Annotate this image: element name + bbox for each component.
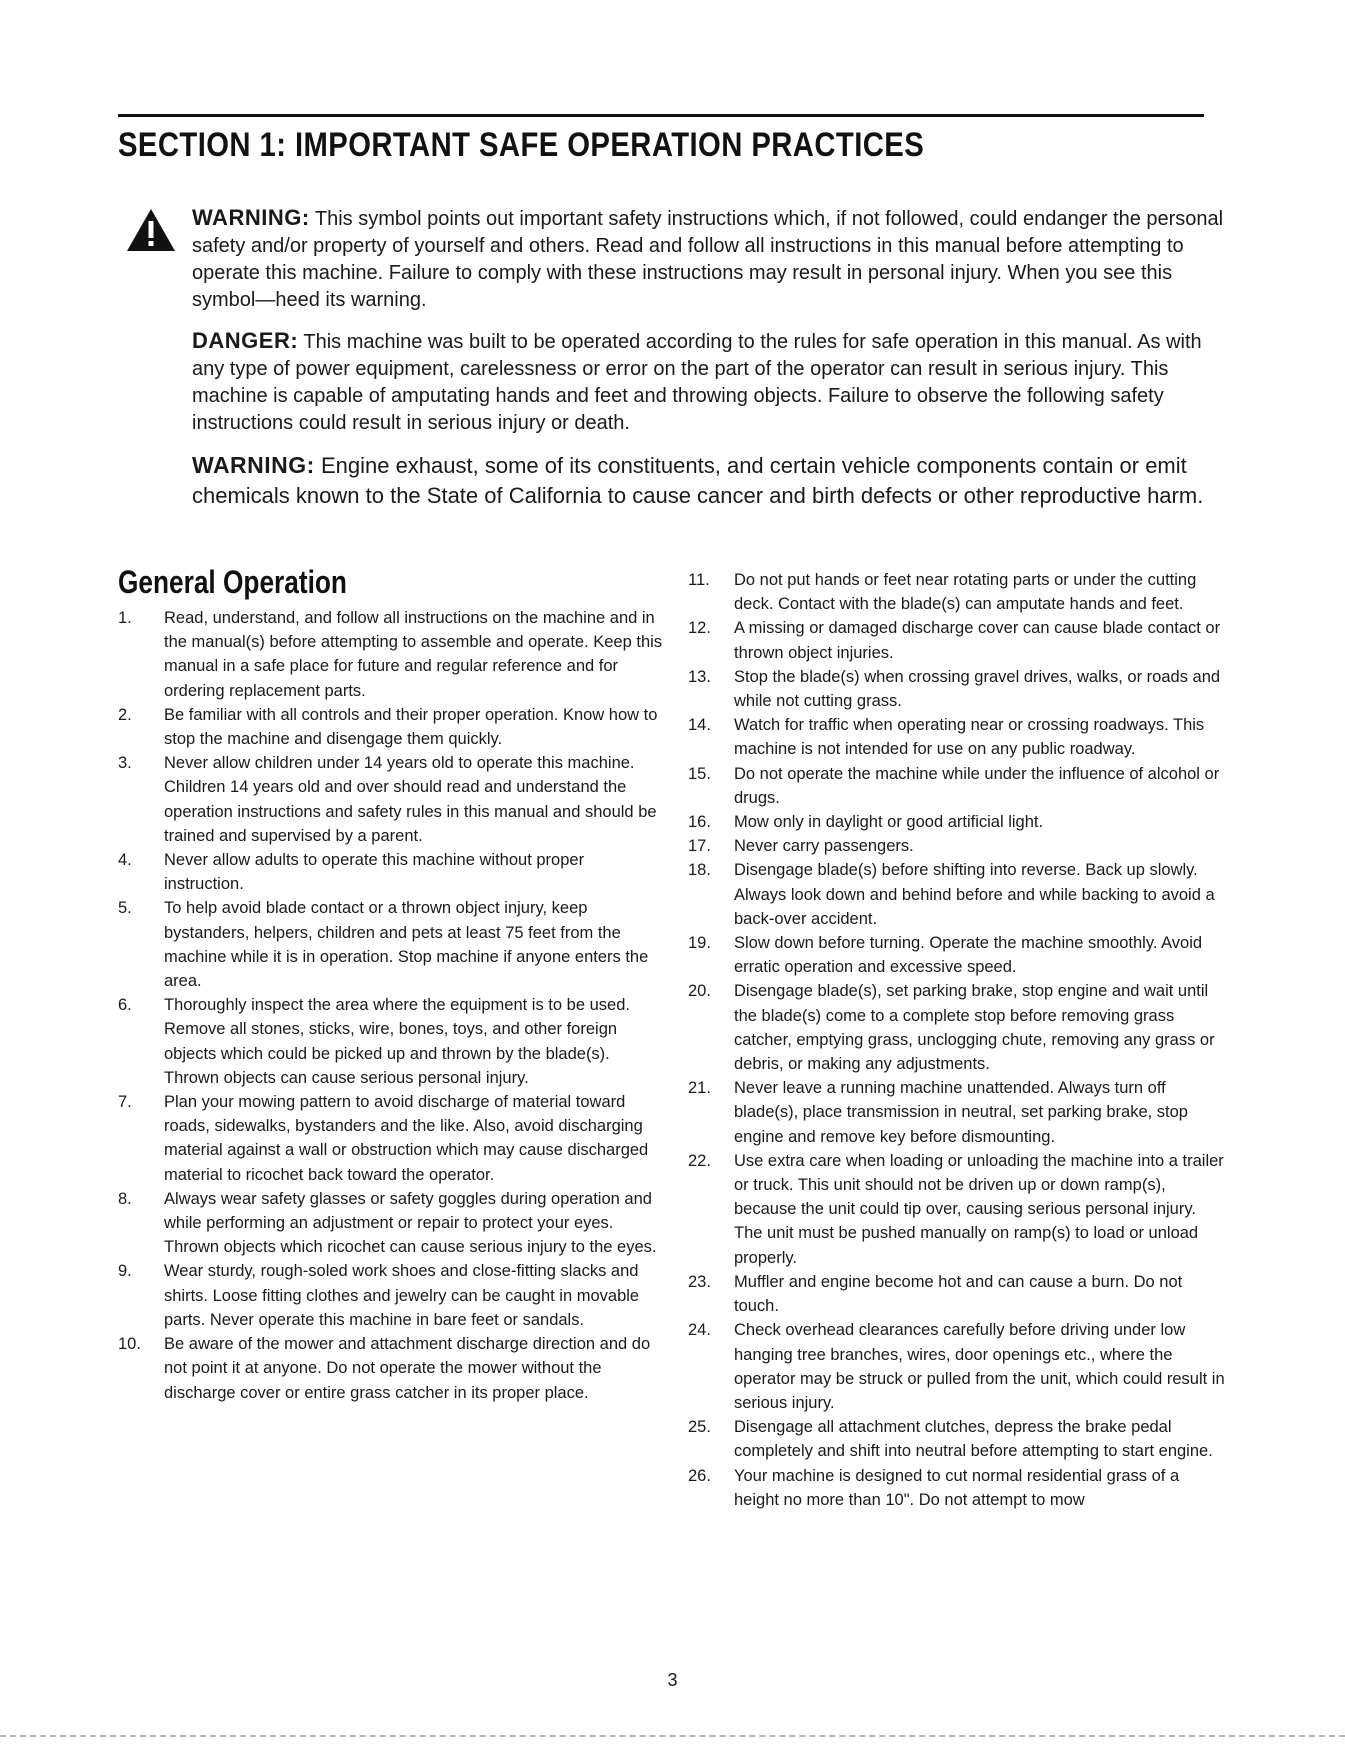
list-item-number: 18. bbox=[688, 861, 711, 880]
list-item-number: 11. bbox=[688, 571, 710, 589]
list-item-text: Disengage all attachment clutches, depress the brake pedal completely and shift into neutral before attempting to start engine. bbox=[734, 1418, 1213, 1461]
list-item bbox=[688, 1464, 1228, 1512]
list-item bbox=[688, 810, 1228, 834]
list-item-number: 7. bbox=[118, 1093, 132, 1112]
section-title: SECTION 1: IMPORTANT SAFE OPERATION PRACTICES bbox=[118, 126, 925, 164]
list-item bbox=[688, 616, 1228, 664]
list-item bbox=[688, 834, 1228, 858]
warning-text: This symbol points out important safety instructions which, if not followed, could endanger the personal safety and/or property of yourself and others. Read and follow all instructions in this manual before attempting to operate this machine. Failure to comply with these instructions may result in personal injury. When you see this symbol—heed its warning. bbox=[192, 208, 1224, 311]
list-item bbox=[118, 896, 663, 993]
list-item-text: Read, understand, and follow all instructions on the machine and in the manual(s) before attempting to assemble and operate. Keep this manual in a safe place for future and regular reference and for ordering replacement parts. bbox=[164, 609, 663, 700]
list-item-text: Muffler and engine become hot and can cause a burn. Do not touch. bbox=[734, 1272, 1183, 1316]
list-item-text: Plan your mowing pattern to avoid discharge of material toward roads, sidewalks, bystanders and the like. Also, avoid discharging material against a wall or obstruction which may cause discharged material to ricochet back toward the operator. bbox=[164, 1093, 649, 1184]
list-item bbox=[118, 848, 663, 896]
danger-notice bbox=[192, 327, 1232, 437]
list-item-number: 4. bbox=[118, 851, 132, 870]
list-item-number: 16. bbox=[688, 813, 711, 832]
list-item-number: 5. bbox=[118, 899, 132, 918]
list-item bbox=[688, 931, 1228, 979]
list-item-text: Use extra care when loading or unloading the machine into a trailer or truck. This unit should not be driven up or down ramp(s), because the unit could tip over, causing serious personal injury. The unit must be pushed manually on ramp(s) to load or unload properly. bbox=[734, 1151, 1224, 1267]
list-item-number: 26. bbox=[688, 1466, 711, 1485]
list-item-text: Do not operate the machine while under the influence of alcohol or drugs. bbox=[734, 764, 1220, 807]
list-item bbox=[118, 703, 663, 751]
list-item bbox=[688, 713, 1228, 761]
list-item bbox=[118, 1259, 663, 1332]
list-item-number: 1. bbox=[118, 609, 132, 627]
list-item bbox=[118, 1187, 663, 1260]
danger-keyword: DANGER: bbox=[192, 328, 299, 353]
list-item-text: Thoroughly inspect the area where the equipment is to be used. Remove all stones, sticks, wire, bones, toys, and other foreign objects which could be picked up and thrown by the blade(s). Thrown objects can cause serious personal injury. bbox=[164, 996, 630, 1087]
top-rule bbox=[118, 114, 1204, 117]
list-item-text: Slow down before turning. Operate the machine smoothly. Avoid erratic operation and excessive speed. bbox=[734, 934, 1203, 977]
list-item-text: A missing or damaged discharge cover can cause blade contact or thrown object injuries. bbox=[734, 619, 1221, 662]
list-item-text: Do not put hands or feet near rotating parts or under the cutting deck. Contact with the blade(s) can amputate hands and feet. bbox=[734, 571, 1197, 614]
list-item bbox=[688, 665, 1228, 713]
list-item bbox=[118, 1090, 663, 1187]
list-item-text: Always wear safety glasses or safety goggles during operation and while performing an adjustment or repair to protect your eyes. Thrown objects which ricochet can cause serious injury to the eyes. bbox=[164, 1189, 657, 1257]
general-operation-heading: General Operation bbox=[118, 564, 347, 600]
list-item bbox=[688, 1318, 1228, 1415]
list-item bbox=[688, 1415, 1228, 1463]
list-item bbox=[688, 858, 1228, 931]
warning-notice bbox=[192, 204, 1232, 314]
list-item-text: Disengage blade(s), set parking brake, stop engine and wait until the blade(s) come to a complete stop before removing grass catcher, emptying grass, unclogging chute, removing any grass or debris, or making any adjustments. bbox=[734, 982, 1215, 1074]
list-item bbox=[118, 1332, 663, 1405]
list-item bbox=[118, 993, 663, 1090]
list-item-text: Mow only in daylight or good artificial light. bbox=[734, 813, 1044, 832]
list-item-number: 17. bbox=[688, 837, 711, 856]
list-item-number: 6. bbox=[118, 996, 132, 1015]
warning-keyword: WARNING: bbox=[192, 452, 315, 478]
list-item bbox=[688, 1149, 1228, 1270]
list-item-number: 2. bbox=[118, 705, 132, 724]
list-item-text: Wear sturdy, rough-soled work shoes and close-fitting slacks and shirts. Loose fitting clothes and jewelry can be caught in movable parts. Never operate this machine in bare feet or sandals. bbox=[164, 1262, 640, 1329]
list-item-text: Stop the blade(s) when crossing gravel drives, walks, or roads and while not cutting grass. bbox=[734, 667, 1221, 711]
list-item-text: Disengage blade(s) before shifting into reverse. Back up slowly. Always look down and behind before and while backing to avoid a back-over accident. bbox=[734, 861, 1215, 928]
danger-text: This machine was built to be operated according to the rules for safe operation in this manual. As with any type of power equipment, carelessness or error on the part of the operator can result in serious injury. This machine is capable of amputating hands and feet and throwing objects. Failure to observe the following safety instructions could result in serious injury or death. bbox=[192, 331, 1202, 434]
list-item-number: 21. bbox=[688, 1079, 711, 1098]
list-item-number: 9. bbox=[118, 1262, 132, 1281]
list-item-number: 24. bbox=[688, 1321, 711, 1340]
list-item-number: 25. bbox=[688, 1418, 711, 1437]
list-item-number: 22. bbox=[688, 1151, 711, 1170]
list-item bbox=[688, 1270, 1228, 1318]
list-item-text: Check overhead clearances carefully before driving under low hanging tree branches, wires, door openings etc., where the operator may be struck or pulled from the unit, which could result in serious injury. bbox=[734, 1321, 1225, 1412]
list-item bbox=[118, 751, 663, 848]
list-item-text: Your machine is designed to cut normal residential grass of a height no more than 10". Do not attempt to mow bbox=[734, 1466, 1180, 1509]
list-item-number: 23. bbox=[688, 1272, 711, 1291]
list-item-text: Never allow children under 14 years old to operate this machine. Children 14 years old and over should read and understand the operation instructions and safety rules in this manual and should be trained and supervised by a parent. bbox=[164, 754, 657, 845]
safety-list-left bbox=[118, 606, 663, 1405]
warning-triangle-icon bbox=[125, 207, 177, 253]
list-item-text: Be aware of the mower and attachment discharge direction and do not point it at anyone. Do not operate the mower without the discharge cover or entire grass catcher in its proper place. bbox=[164, 1335, 651, 1402]
list-item bbox=[688, 762, 1228, 810]
list-item-text: To help avoid blade contact or a thrown object injury, keep bystanders, helpers, children and pets at least 75 feet from the machine while it is in operation. Stop machine if anyone enters the area. bbox=[164, 899, 649, 991]
list-item bbox=[118, 606, 663, 703]
list-item-number: 12. bbox=[688, 619, 711, 638]
warning-keyword: WARNING: bbox=[192, 205, 310, 230]
list-item-number: 10. bbox=[118, 1335, 141, 1354]
safety-list-right bbox=[688, 568, 1228, 1512]
list-item-number: 20. bbox=[688, 982, 711, 1001]
california-warning-text: Engine exhaust, some of its constituents, and certain vehicle components contain or emit chemicals known to the State of California to cause cancer and birth defects or other reproductive harm. bbox=[192, 453, 1204, 508]
list-item-number: 19. bbox=[688, 934, 711, 953]
list-item-text: Be familiar with all controls and their proper operation. Know how to stop the machine and disengage them quickly. bbox=[164, 705, 658, 749]
list-item-number: 15. bbox=[688, 764, 711, 783]
list-item-text: Never allow adults to operate this machine without proper instruction. bbox=[164, 851, 585, 894]
california-warning-notice bbox=[192, 450, 1232, 511]
list-item-text: Never carry passengers. bbox=[734, 837, 914, 856]
list-item bbox=[688, 1076, 1228, 1149]
page-number: 3 bbox=[667, 1670, 678, 1690]
list-item-text: Watch for traffic when operating near or crossing roadways. This machine is not intended for use on any public roadway. bbox=[734, 716, 1205, 759]
list-item bbox=[688, 568, 1228, 616]
list-item-number: 14. bbox=[688, 716, 711, 735]
list-item-number: 8. bbox=[118, 1189, 132, 1208]
list-item-number: 13. bbox=[688, 667, 711, 686]
list-item-number: 3. bbox=[118, 754, 132, 773]
scan-edge-rule bbox=[0, 1735, 1345, 1737]
list-item-text: Never leave a running machine unattended. Always turn off blade(s), place transmission in neutral, set parking brake, stop engine and remove key before dismounting. bbox=[734, 1079, 1188, 1146]
list-item bbox=[688, 979, 1228, 1076]
